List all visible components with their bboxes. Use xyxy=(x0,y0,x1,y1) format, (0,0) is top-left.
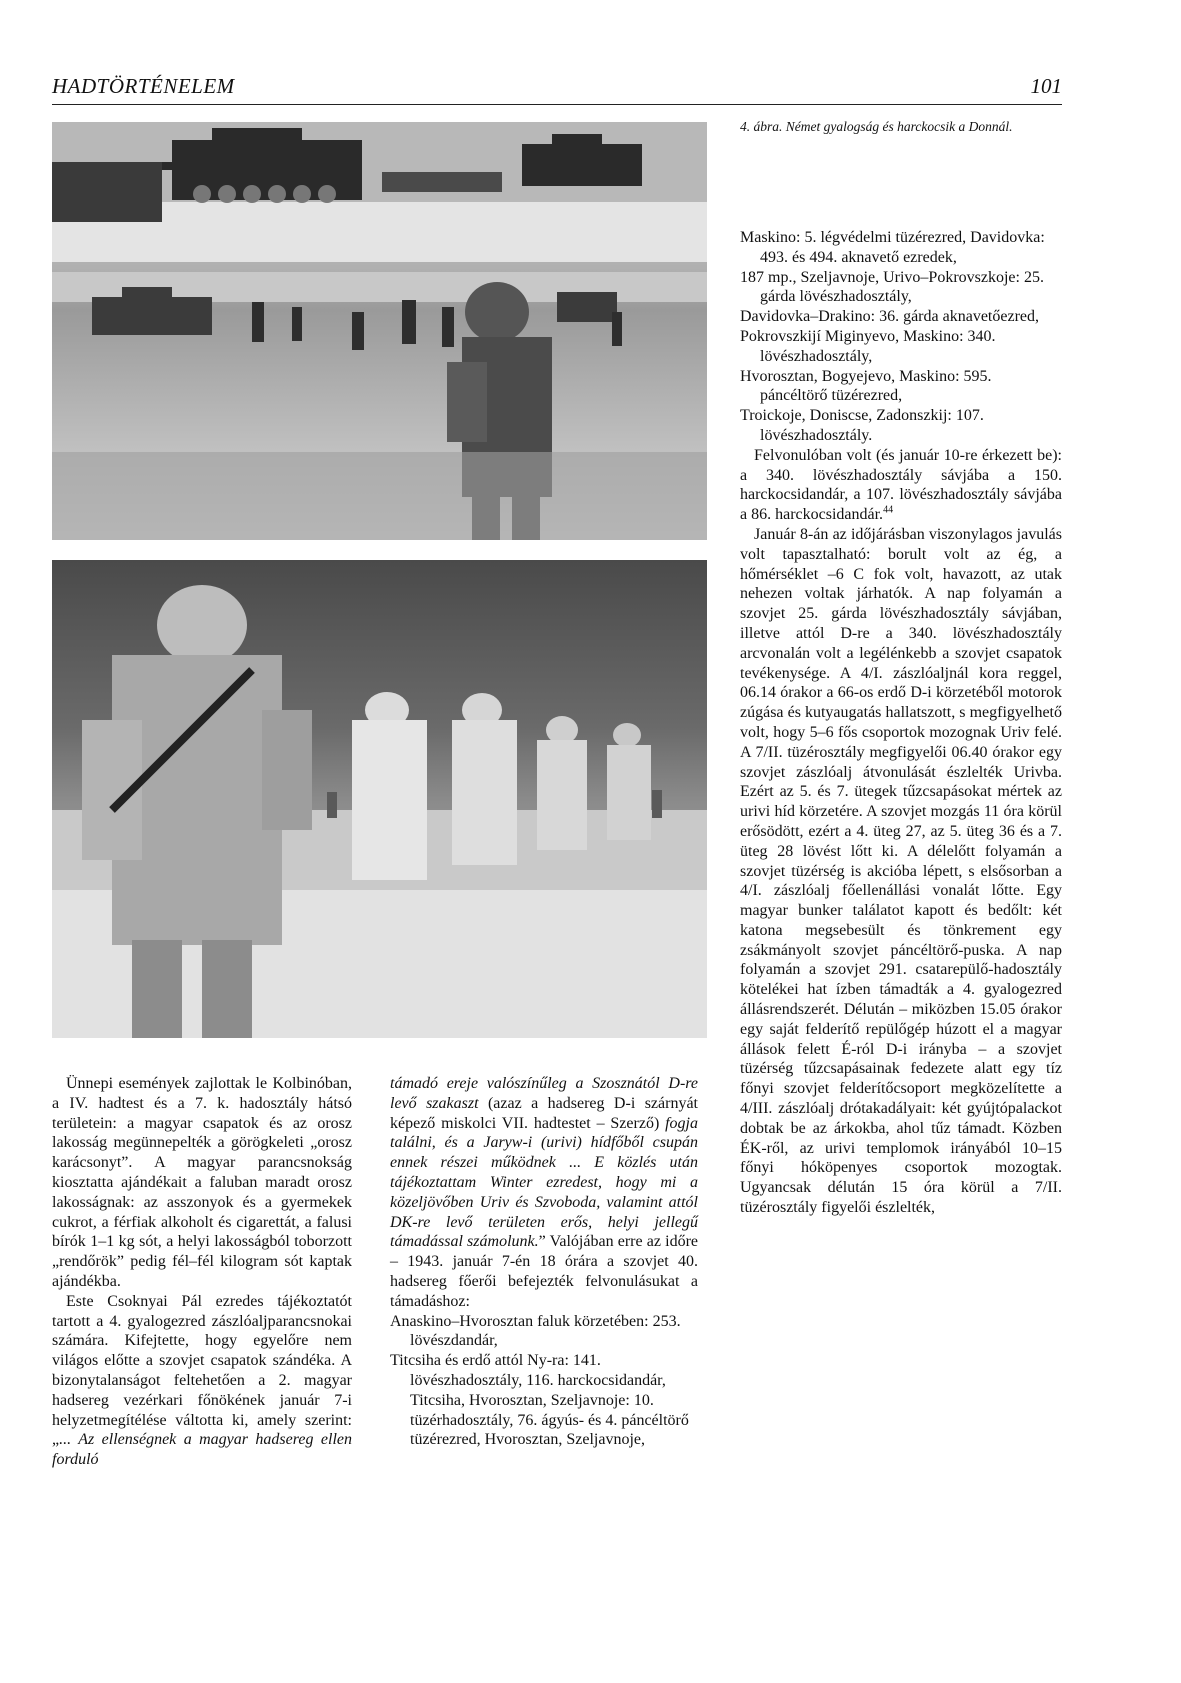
running-head: HADTÖRTÉNELEM xyxy=(52,74,235,98)
body-paragraph: Január 8-án az időjárásban viszonylagos javulás volt tapasztalható: borult volt az ég, a hőmérséklet –6 C fok volt, havazott, az utak nehezen voltak járhatók. A nap folyamán a szovjet 25. gárda lövészhadosztály sávjában, illetve attól D-re a 340. lövészhadosztály arcvonalán volt a legélénkebb a szovjet csapatok tevékenysége. A 4/I. zászlóaljnál kora reggel, 06.14 órakor a 66-os erdő D-i körzetéből motorok zúgása és kutyaugatás hallatszott, s megfigyelhető volt, hogy 5–6 fős csoportok mozognak Uriv felé. A 7/II. tüzérosztály megfigyelői 06.40 órakor egy szovjet zászlóalj átvonulását észlelték Urivba. Ezért az 5. és 7. ütegek tűzcsapásokat mértek az urivi híd körzetére. A szovjet mozgás 11 óra körül erősödött, ezért a 4. üteg 27, az 5. üteg 36 és a 7. üteg 28 lövést lőtt ki. A délelőtt folyamán a szovjet tüzérség is akcióba lépett, s elsősorban a 4/I. zászlóalj főellenállási vonalát lőtte. Egy magyar bunker találatot kapott és bedőlt: két katona megsebesült és tönkrement egy zsákmányolt szovjet páncéltörő-puska. A nap folyamán a szovjet 291. csatarepülő-hadosztály kötelékei hat ízben támadták a 4. gyalogezred állásrendszerét. Délután – miközben 15.05 órakor egy saját felderítő repülőgép húzott el a magyar állások felett É-ról D-i irányba – a szovjet tüzérség tűzcsapásainak fedezete alatt egy tíz főnyi szovjet felderítőcsoport megközelítette a 4/III. zászlóalj drótakadályait: két gyújtópalackot dobtak be az árkokba, ahol tűz támadt. Közben ÉK-ről, az urivi templomok irányából 10–15 főnyi hóköpenyes csoportok mozogtak. Ugyancsak délután 15 óra körül a 7/II. tüzérosztály figyelői észlelték, xyxy=(740,525,1062,1217)
quoted-text: ... Az ellenségnek a magyar hadsereg ellen forduló xyxy=(52,1431,352,1469)
paragraph-text: Este Csoknyai Pál ezredes tájékoztatót tartott a 4. gyalogezred zászlóaljparancsnokai számára. Kifejtette, hogy egyelőre nem világos előtte a szovjet csapatok szándéka. A bizonytalanságot feltehetően a 2. magyar hadsereg vezérkari főnökének január 7-i helyzetmegítélése váltotta ki, amely szerint: „ xyxy=(52,1292,352,1449)
paragraph-text: ” Valójában erre az időre – 1943. január 7-én 18 órára a szovjet 40. hadsereg főerői befejezték felvonulásukat a támadáshoz: xyxy=(390,1233,699,1310)
body-paragraph: Ünnepi események zajlottak le Kolbinóban, a IV. hadtest és a 7. k. hadosztály hátsó területein: a magyar csapatok és az orosz lakosság megünnepelték a görögkeleti „orosz karácsonyt”. A magyar parancsnokság kiosztatta ajándékait a faluban maradt orosz lakosságnak: az asszonyok és a gyermekek cukrot, a férfiak alkoholt és cigarettát, a falusi bírók 1–1 kg sót, a helyi lakosságból toborzott „rendőrök” pedig fél–fél kilogram sót kaptak ajándékba. xyxy=(52,1075,352,1290)
paragraph-text: Felvonulóban volt (és január 10-re érkezett be): a 340. lövészhadosztály sávjába a 150. harckocsidandár, a 107. lövészhadosztály sávjába a 86. harckocsidandár. xyxy=(740,446,1062,524)
figure-caption: 4. ábra. Német gyalogság és harckocsik a Donnál. xyxy=(740,119,1013,134)
page-number: 101 xyxy=(1030,74,1062,98)
unit-entry: 187 mp., Szeljavnoje, Urivo–Pokrovszkoje: 25. gárda lövészhadosztály, xyxy=(740,268,1044,306)
middle-column xyxy=(390,1074,698,1450)
right-column xyxy=(740,228,1062,1218)
unit-entry: Anaskino–Hvorosztan faluk körzetében: 253. lövészdandár, xyxy=(390,1312,681,1350)
unit-entry: Titcsiha és erdő attól Ny-ra: 141. lövészhadosztály, 116. harckocsidandár, Titcsiha, Hvorosztan, Szeljavnoje: 10. tüzérhadosztály, 76. ágyús- és 4. páncéltörő tüzérezred, Hvorosztan, Szeljavnoje, xyxy=(390,1352,689,1449)
photo-marching-soldiers xyxy=(52,560,707,1038)
unit-entry: Troickoje, Doniscse, Zadonszkij: 107. lövészhadosztály. xyxy=(740,407,984,444)
page-header xyxy=(52,74,1062,105)
unit-entry: Pokrovszkijí Miginyevo, Maskino: 340. lövészhadosztály, xyxy=(740,327,996,365)
left-column xyxy=(52,1074,352,1470)
unit-entry: Davidovka–Drakino: 36. gárda aknavetőezred, xyxy=(740,308,1039,326)
photo-tanks-infantry xyxy=(52,122,707,540)
body-paragraph xyxy=(52,1292,352,1470)
body-paragraph xyxy=(390,1074,698,1312)
unit-entry: Hvorosztan, Bogyejevo, Maskino: 595. páncéltörő tüzérezred, xyxy=(740,367,992,405)
quoted-text: támadó ereje valószínűleg a Szosznától D-re levő szakaszt xyxy=(390,1075,698,1112)
paragraph-text: (azaz a hadsereg D-i szárnyát képező miskolci VII. hadtestet – Szerző) xyxy=(390,1094,698,1132)
body-paragraph xyxy=(740,446,1062,525)
footnote-reference: 44 xyxy=(883,504,894,516)
quoted-text: fogja találni, és a Jaryw-i (urivi) hídfőből csupán ennek részei működnek ... E közlés után tájékoztattam Winter ezredest, hogy mi a közeljövőben Uriv és Szvoboda, valamint attól DK-re levő területen erős, helyi jellegű támadással számolunk. xyxy=(390,1114,698,1251)
unit-entry: Maskino: 5. légvédelmi tüzérezred, Davidovka: 493. és 494. aknavető ezredek, xyxy=(740,229,1045,266)
